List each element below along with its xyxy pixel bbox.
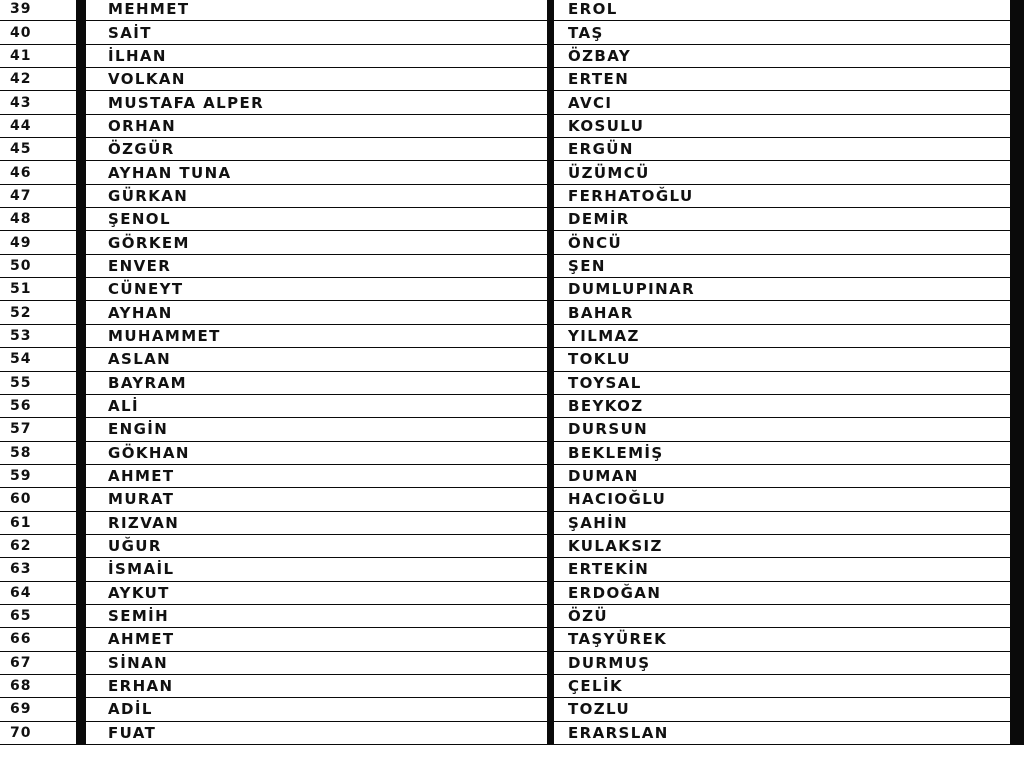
- column-divider: [76, 184, 86, 207]
- last-name-cell: ÖZÜ: [552, 604, 1010, 627]
- column-divider: [76, 21, 86, 44]
- row-number: 66: [0, 628, 76, 651]
- right-edge-border: [1010, 651, 1024, 674]
- right-edge-border: [1010, 138, 1024, 161]
- row-number: 60: [0, 488, 76, 511]
- last-name-cell: ÖZBAY: [552, 44, 1010, 67]
- first-name-cell: ALİ: [86, 394, 549, 417]
- column-divider: [76, 604, 86, 627]
- first-name-cell: GÜRKAN: [86, 184, 549, 207]
- first-name-cell: ORHAN: [86, 114, 549, 137]
- first-name-cell: CÜNEYT: [86, 278, 549, 301]
- column-divider: [76, 418, 86, 441]
- row-number: 46: [0, 161, 76, 184]
- first-name-cell: ENGİN: [86, 418, 549, 441]
- table-row: [0, 184, 1024, 207]
- table-row: [0, 278, 1024, 301]
- row-number: 63: [0, 558, 76, 581]
- row-number: 42: [0, 68, 76, 91]
- last-name-cell: DURMUŞ: [552, 651, 1010, 674]
- table-row: [0, 114, 1024, 137]
- row-number: 52: [0, 301, 76, 324]
- table-row: [0, 208, 1024, 231]
- last-name-cell: ERTEN: [552, 68, 1010, 91]
- column-divider: [76, 278, 86, 301]
- right-edge-border: [1010, 114, 1024, 137]
- table-row: [0, 628, 1024, 651]
- row-number: 68: [0, 674, 76, 697]
- right-edge-border: [1010, 278, 1024, 301]
- table-row: [0, 21, 1024, 44]
- column-divider: [76, 558, 86, 581]
- row-number: 45: [0, 138, 76, 161]
- last-name-cell: AVCI: [552, 91, 1010, 114]
- right-edge-border: [1010, 324, 1024, 347]
- table-row: [0, 254, 1024, 277]
- last-name-cell: TOKLU: [552, 348, 1010, 371]
- column-divider: [76, 68, 86, 91]
- column-divider: [76, 324, 86, 347]
- first-name-cell: VOLKAN: [86, 68, 549, 91]
- first-name-cell: ŞENOL: [86, 208, 549, 231]
- last-name-cell: DEMİR: [552, 208, 1010, 231]
- table-row: [0, 301, 1024, 324]
- right-edge-border: [1010, 534, 1024, 557]
- first-name-cell: AYKUT: [86, 581, 549, 604]
- last-name-cell: ERDOĞAN: [552, 581, 1010, 604]
- column-divider: [76, 114, 86, 137]
- right-edge-border: [1010, 161, 1024, 184]
- right-edge-border: [1010, 721, 1024, 744]
- right-edge-border: [1010, 91, 1024, 114]
- row-number: 40: [0, 21, 76, 44]
- row-number: 61: [0, 511, 76, 534]
- first-name-cell: MEHMET: [86, 0, 549, 21]
- row-number: 64: [0, 581, 76, 604]
- table-row: [0, 0, 1024, 21]
- first-name-cell: RIZVAN: [86, 511, 549, 534]
- column-divider: [76, 138, 86, 161]
- last-name-cell: TOYSAL: [552, 371, 1010, 394]
- first-name-cell: SEMİH: [86, 604, 549, 627]
- row-number: 69: [0, 698, 76, 721]
- right-edge-border: [1010, 418, 1024, 441]
- table-row: [0, 534, 1024, 557]
- table-row: [0, 161, 1024, 184]
- right-edge-border: [1010, 231, 1024, 254]
- row-number: 58: [0, 441, 76, 464]
- column-divider: [76, 581, 86, 604]
- column-divider: [76, 0, 86, 21]
- first-name-cell: BAYRAM: [86, 371, 549, 394]
- last-name-cell: ERGÜN: [552, 138, 1010, 161]
- row-number: 62: [0, 534, 76, 557]
- table-row: [0, 138, 1024, 161]
- column-divider: [76, 511, 86, 534]
- row-number: 54: [0, 348, 76, 371]
- row-number: 48: [0, 208, 76, 231]
- table-row: [0, 464, 1024, 487]
- table-row: [0, 44, 1024, 67]
- right-edge-border: [1010, 604, 1024, 627]
- last-name-cell: BEYKOZ: [552, 394, 1010, 417]
- table-row: [0, 348, 1024, 371]
- table-row: [0, 674, 1024, 697]
- last-name-cell: BAHAR: [552, 301, 1010, 324]
- right-edge-border: [1010, 628, 1024, 651]
- column-divider: [76, 628, 86, 651]
- column-divider: [76, 161, 86, 184]
- column-divider: [76, 394, 86, 417]
- table-row: [0, 418, 1024, 441]
- column-divider: [76, 254, 86, 277]
- table-row: [0, 324, 1024, 347]
- column-divider: [76, 651, 86, 674]
- last-name-cell: ÜZÜMCÜ: [552, 161, 1010, 184]
- column-divider: [76, 44, 86, 67]
- right-edge-border: [1010, 698, 1024, 721]
- first-name-cell: ASLAN: [86, 348, 549, 371]
- last-name-cell: ÇELİK: [552, 674, 1010, 697]
- right-edge-border: [1010, 394, 1024, 417]
- right-edge-border: [1010, 68, 1024, 91]
- last-name-cell: TOZLU: [552, 698, 1010, 721]
- column-divider: [76, 371, 86, 394]
- right-edge-border: [1010, 511, 1024, 534]
- first-name-cell: GÖKHAN: [86, 441, 549, 464]
- column-divider: [76, 301, 86, 324]
- row-number: 67: [0, 651, 76, 674]
- first-name-cell: MURAT: [86, 488, 549, 511]
- right-edge-border: [1010, 464, 1024, 487]
- first-name-cell: MUHAMMET: [86, 324, 549, 347]
- right-edge-border: [1010, 674, 1024, 697]
- row-number: 51: [0, 278, 76, 301]
- first-name-cell: AHMET: [86, 628, 549, 651]
- last-name-cell: TAŞYÜREK: [552, 628, 1010, 651]
- last-name-cell: KULAKSIZ: [552, 534, 1010, 557]
- column-divider: [76, 441, 86, 464]
- right-edge-border: [1010, 371, 1024, 394]
- row-number: 39: [0, 0, 76, 21]
- first-name-cell: SAİT: [86, 21, 549, 44]
- right-edge-border: [1010, 488, 1024, 511]
- right-edge-border: [1010, 558, 1024, 581]
- row-number: 53: [0, 324, 76, 347]
- table-row: [0, 511, 1024, 534]
- row-number: 47: [0, 184, 76, 207]
- right-edge-border: [1010, 348, 1024, 371]
- column-divider: [76, 91, 86, 114]
- first-name-cell: SİNAN: [86, 651, 549, 674]
- column-divider: [76, 488, 86, 511]
- last-name-cell: BEKLEMİŞ: [552, 441, 1010, 464]
- right-edge-border: [1010, 254, 1024, 277]
- right-edge-border: [1010, 184, 1024, 207]
- table-row: [0, 371, 1024, 394]
- last-name-cell: FERHATOĞLU: [552, 184, 1010, 207]
- table-row: [0, 488, 1024, 511]
- last-name-cell: DUMAN: [552, 464, 1010, 487]
- row-number: 49: [0, 231, 76, 254]
- table-row: [0, 581, 1024, 604]
- last-name-cell: ŞEN: [552, 254, 1010, 277]
- last-name-cell: ŞAHİN: [552, 511, 1010, 534]
- right-edge-border: [1010, 301, 1024, 324]
- row-number: 70: [0, 721, 76, 744]
- first-name-cell: AYHAN TUNA: [86, 161, 549, 184]
- first-name-cell: İLHAN: [86, 44, 549, 67]
- last-name-cell: DUMLUPINAR: [552, 278, 1010, 301]
- last-name-cell: TAŞ: [552, 21, 1010, 44]
- first-name-cell: İSMAİL: [86, 558, 549, 581]
- right-edge-border: [1010, 0, 1024, 21]
- table-row: [0, 698, 1024, 721]
- first-name-cell: AHMET: [86, 464, 549, 487]
- last-name-cell: ÖNCÜ: [552, 231, 1010, 254]
- column-divider: [76, 698, 86, 721]
- table-row: [0, 441, 1024, 464]
- right-edge-border: [1010, 208, 1024, 231]
- first-name-cell: UĞUR: [86, 534, 549, 557]
- row-number: 50: [0, 254, 76, 277]
- table-row: [0, 721, 1024, 744]
- table-row: [0, 651, 1024, 674]
- first-name-cell: ÖZGÜR: [86, 138, 549, 161]
- first-name-cell: ERHAN: [86, 674, 549, 697]
- right-edge-border: [1010, 21, 1024, 44]
- column-divider: [76, 348, 86, 371]
- row-number: 65: [0, 604, 76, 627]
- row-number: 57: [0, 418, 76, 441]
- table-row: [0, 558, 1024, 581]
- right-edge-border: [1010, 44, 1024, 67]
- first-name-cell: AYHAN: [86, 301, 549, 324]
- column-divider: [76, 721, 86, 744]
- first-name-cell: FUAT: [86, 721, 549, 744]
- first-name-cell: ADİL: [86, 698, 549, 721]
- first-name-cell: MUSTAFA ALPER: [86, 91, 549, 114]
- table-row: [0, 68, 1024, 91]
- row-number: 55: [0, 371, 76, 394]
- column-divider: [76, 674, 86, 697]
- last-name-cell: ERTEKİN: [552, 558, 1010, 581]
- last-name-cell: EROL: [552, 0, 1010, 21]
- row-number: 59: [0, 464, 76, 487]
- column-divider: [76, 534, 86, 557]
- table-row: [0, 604, 1024, 627]
- last-name-cell: ERARSLAN: [552, 721, 1010, 744]
- column-divider: [76, 464, 86, 487]
- right-edge-border: [1010, 441, 1024, 464]
- column-divider: [76, 231, 86, 254]
- first-name-cell: GÖRKEM: [86, 231, 549, 254]
- table-row: [0, 91, 1024, 114]
- column-divider: [76, 208, 86, 231]
- table-row: [0, 231, 1024, 254]
- right-edge-border: [1010, 581, 1024, 604]
- row-number: 56: [0, 394, 76, 417]
- last-name-cell: HACIOĞLU: [552, 488, 1010, 511]
- last-name-cell: DURSUN: [552, 418, 1010, 441]
- first-name-cell: ENVER: [86, 254, 549, 277]
- last-name-cell: YILMAZ: [552, 324, 1010, 347]
- row-number: 41: [0, 44, 76, 67]
- row-number: 43: [0, 91, 76, 114]
- row-number: 44: [0, 114, 76, 137]
- last-name-cell: KOSULU: [552, 114, 1010, 137]
- table-row: [0, 394, 1024, 417]
